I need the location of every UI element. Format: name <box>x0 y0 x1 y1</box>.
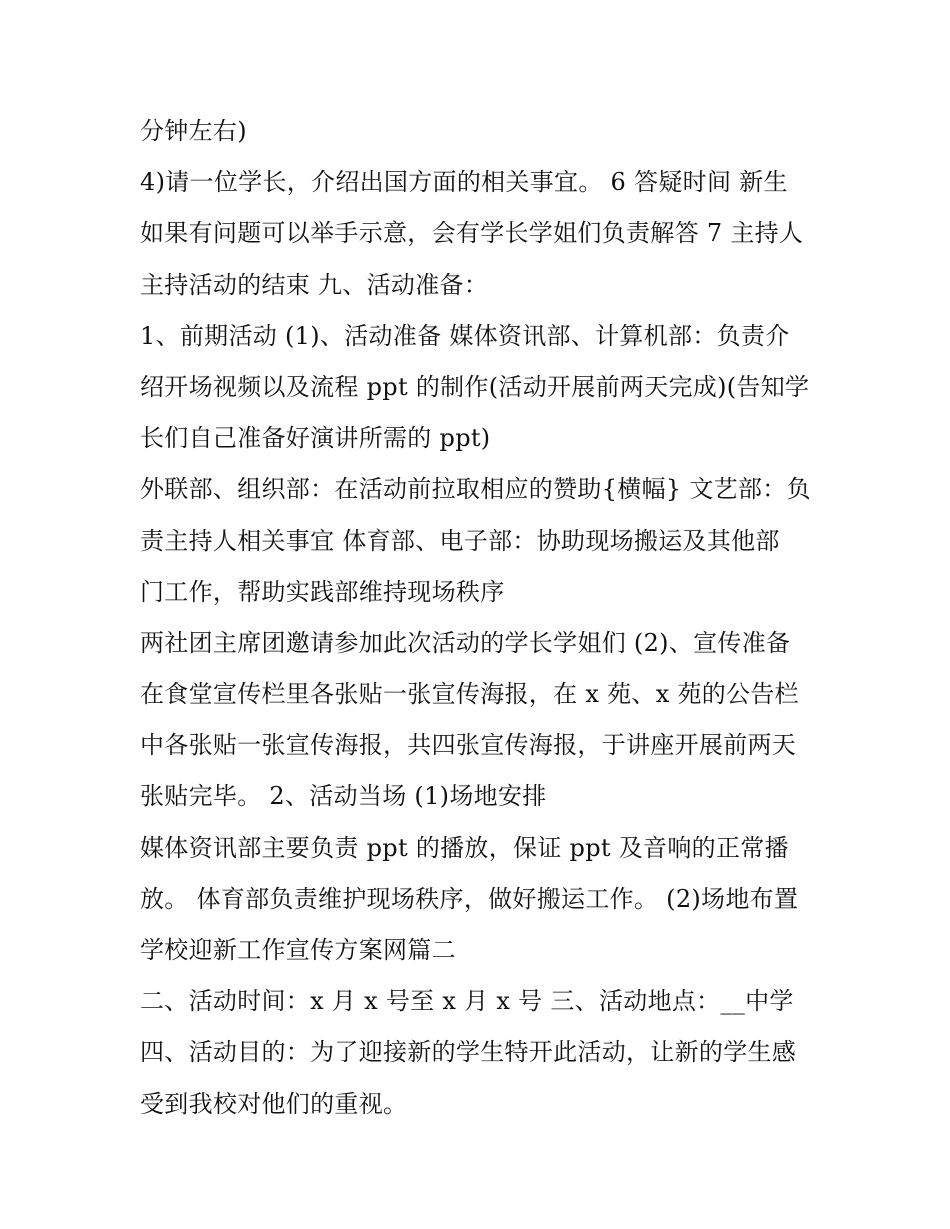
text-line: 责主持人相关事宜 体育部、电子部：协助现场搬运及其他部 <box>140 526 780 555</box>
text-line: 四、活动目的：为了迎接新的学生特开此活动，让新的学生感 <box>140 1038 797 1067</box>
document-body <box>140 106 820 1130</box>
text-line: 长们自己准备好演讲所需的 ppt) <box>140 424 491 453</box>
text-line: 1、前期活动 (1)、活动准备 媒体资讯部、计算机部：负责介 <box>140 321 790 350</box>
text-line: 门工作，帮助实践部维持现场秩序 <box>140 577 505 606</box>
text-line: 二、活动时间：x 月 x 号至 x 月 x 号 三、活动地点：__中学 <box>140 987 794 1016</box>
text-line: 媒体资讯部主要负责 ppt 的播放，保证 ppt 及音响的正常播 <box>140 833 789 862</box>
text-line: 中各张贴一张宣传海报，共四张宣传海报，于讲座开展前两天 <box>140 731 797 760</box>
text-line: 受到我校对他们的重视。 <box>140 1089 408 1118</box>
text-line: 绍开场视频以及流程 ppt 的制作(活动开展前两天完成)(告知学 <box>140 372 810 401</box>
text-line: 4)请一位学长，介绍出国方面的相关事宜。 6 答疑时间 新生 <box>140 168 788 197</box>
text-line: 如果有问题可以举手示意，会有学长学姐们负责解答 7 主持人 <box>140 219 804 248</box>
text-line: 张贴完毕。 2、活动当场 (1)场地安排 <box>140 782 547 811</box>
text-line: 两社团主席团邀请参加此次活动的学长学姐们 (2)、宣传准备 <box>140 628 791 657</box>
text-line: 在食堂宣传栏里各张贴一张宣传海报，在 x 苑、x 苑的公告栏 <box>140 680 799 709</box>
text-line: 主持活动的结束 九、活动准备： <box>140 270 489 299</box>
section-heading: 学校迎新工作宣传方案网篇二 <box>140 936 456 964</box>
text-line: 分钟左右) <box>140 117 247 145</box>
text-line: 外联部、组织部：在活动前拉取相应的赞助{横幅} 文艺部：负 <box>140 475 811 504</box>
text-line: 放。 体育部负责维护现场秩序，做好搬运工作。 (2)场地布置 <box>140 884 799 913</box>
